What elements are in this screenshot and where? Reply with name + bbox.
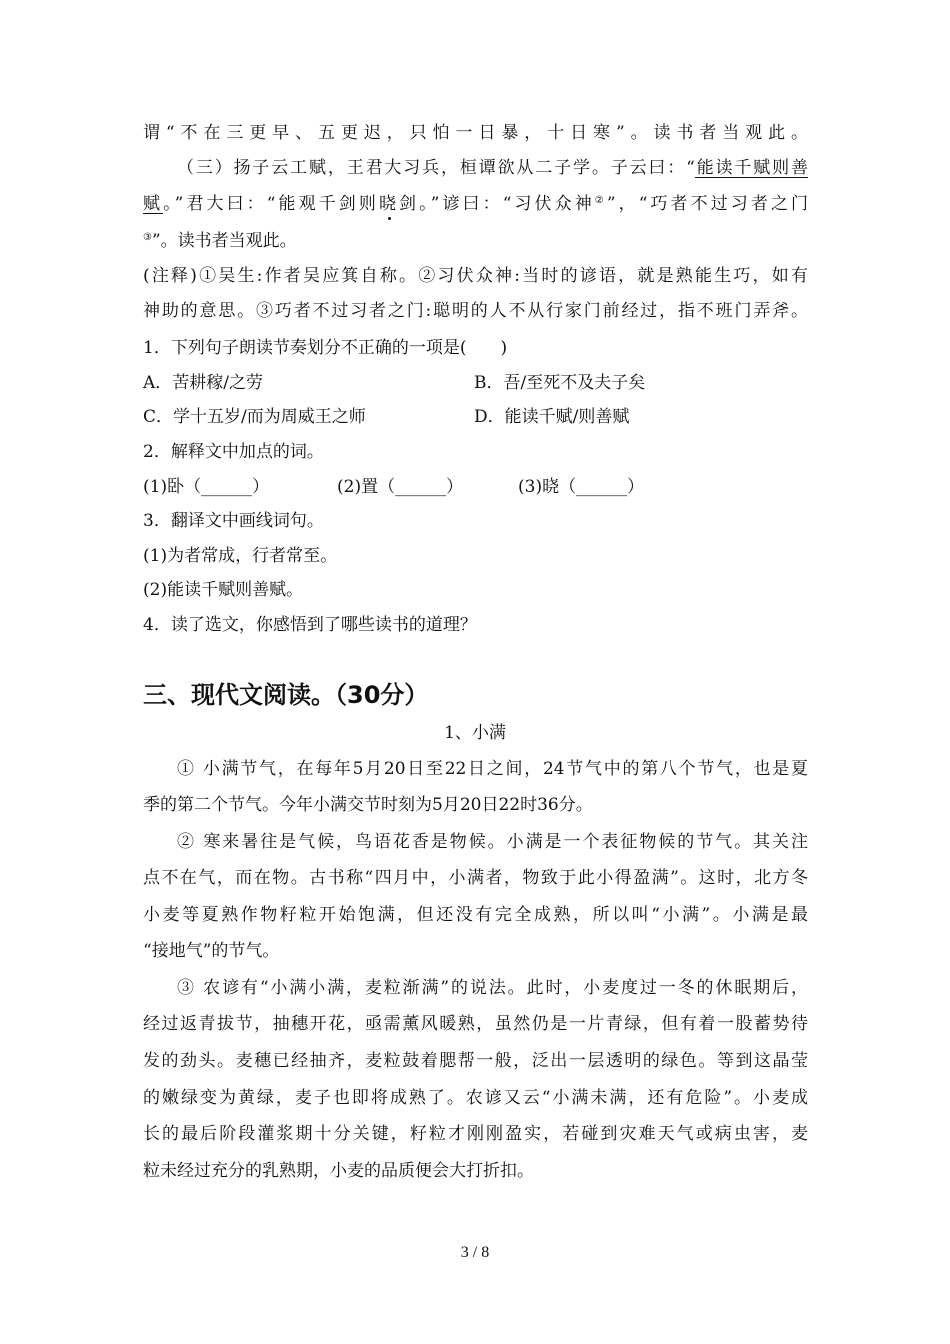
question-2: 2．解释文中加点的词。 xyxy=(143,442,324,462)
article-paragraph-3-line: 经过返青拔节，抽穗开花，亟需薰风暖熟，虽然仍是一片青绿，但有着一股蓄势待 xyxy=(143,1014,808,1034)
passage-paragraph-3-line-2: 赋。”君大曰：“能观千剑则晓剑。”谚曰：“习伏众神②”，“巧者不过习者之门 xyxy=(143,194,809,214)
page-number: 3 / 8 xyxy=(460,1244,490,1261)
article-paragraph-2-line: 点不在气，而在物。古书称“四月中，小满者，物致于此小得盈满”。这时，北方冬 xyxy=(143,868,808,888)
option-d: D．能读千赋/则善赋 xyxy=(474,407,630,427)
option-a: A．苦耕稼/之劳 xyxy=(143,373,264,393)
underlined-sentence-end: 赋 xyxy=(143,194,164,214)
annotation-line: 神助的意思。③巧者不过习者之门:聪明的人不从行家门前经过，指不班门弄斧。 xyxy=(143,301,808,321)
question-3-item-2: (2)能读千赋则善赋。 xyxy=(143,580,304,600)
question-3-item-1: (1)为者常成，行者常至。 xyxy=(143,546,338,566)
question-3: 3．翻译文中画线词句。 xyxy=(143,511,324,531)
passage-paragraph-3-line-3: ③”。读书者当观此。 xyxy=(143,231,297,251)
blank-3: (3)晓（______） xyxy=(518,477,645,497)
article-paragraph-3-line: 发的劲头。麦穗已经抽齐，麦粒鼓着腮帮一般，泛出一层透明的绿色。等到这晶莹 xyxy=(143,1051,808,1071)
question-4: 4．读了选文，你感悟到了哪些读书的道理？ xyxy=(143,615,477,635)
question-1: 1．下列句子朗读节奏划分不正确的一项是( ) xyxy=(143,338,508,358)
passage-line: 谓“不在三更早、五更迟，只怕一日暴，十日寒”。读书者当观此。 xyxy=(143,123,808,143)
footnote-marker: ② xyxy=(594,195,607,206)
dotted-word: 晓 xyxy=(378,194,400,214)
option-c: C．学十五岁/而为周威王之师 xyxy=(143,407,366,427)
article-paragraph-3-line: 长的最后阶段灌浆期十分关键，籽粒才刚刚盈实，若碰到灾难天气或病虫害，麦 xyxy=(143,1124,808,1144)
article-paragraph-2-line: “接地气”的节气。 xyxy=(143,941,280,961)
annotation-line: (注释)①吴生:作者吴应箕自称。②习伏众神:当时的谚语，就是熟能生巧，如有 xyxy=(143,266,808,286)
article-paragraph-2-line: 小麦等夏熟作物籽粒开始饱满，但还没有完全成熟，所以叫“小满”。小满是最 xyxy=(143,905,808,925)
question-1-options-row-1 xyxy=(143,371,808,395)
question-1-options-row-2 xyxy=(143,405,808,429)
article-title: 1、小满 xyxy=(444,723,506,743)
footnote-marker: ③ xyxy=(143,232,152,243)
passage-paragraph-3-line-1: （三）扬子云工赋，王君大习兵，桓谭欲从二子学。子云曰：“能读千赋则善 xyxy=(177,158,808,178)
article-paragraph-3-line: ③ 农谚有“小满小满，麦粒渐满”的说法。此时，小麦度过一冬的休眠期后， xyxy=(177,978,808,998)
article-paragraph-1-line: ① 小满节气，在每年5月20日至22日之间，24节气中的第八个节气，也是夏 xyxy=(177,759,808,779)
underlined-sentence: 能读千赋则善 xyxy=(694,158,808,178)
question-2-blanks xyxy=(143,475,808,499)
section-heading: 三、现代文阅读。（30分） xyxy=(143,681,429,709)
article-paragraph-2-line: ② 寒来暑往是气候，鸟语花香是物候。小满是一个表征物候的节气。其关注 xyxy=(177,832,808,852)
blank-1: (1)卧（______） xyxy=(143,477,270,497)
blank-2: (2)置（______） xyxy=(337,477,464,497)
article-paragraph-3-line: 粒未经过充分的乳熟期，小麦的品质便会大打折扣。 xyxy=(143,1161,534,1181)
article-paragraph-1-line: 季的第二个节气。今年小满交节时刻为5月20日22时36分。 xyxy=(143,795,593,815)
option-b: B．吾/至死不及夫子矣 xyxy=(474,373,646,393)
article-paragraph-3-line: 的嫩绿变为黄绿，麦子也即将成熟了。农谚又云“小满未满，还有危险”。小麦成 xyxy=(143,1088,808,1108)
